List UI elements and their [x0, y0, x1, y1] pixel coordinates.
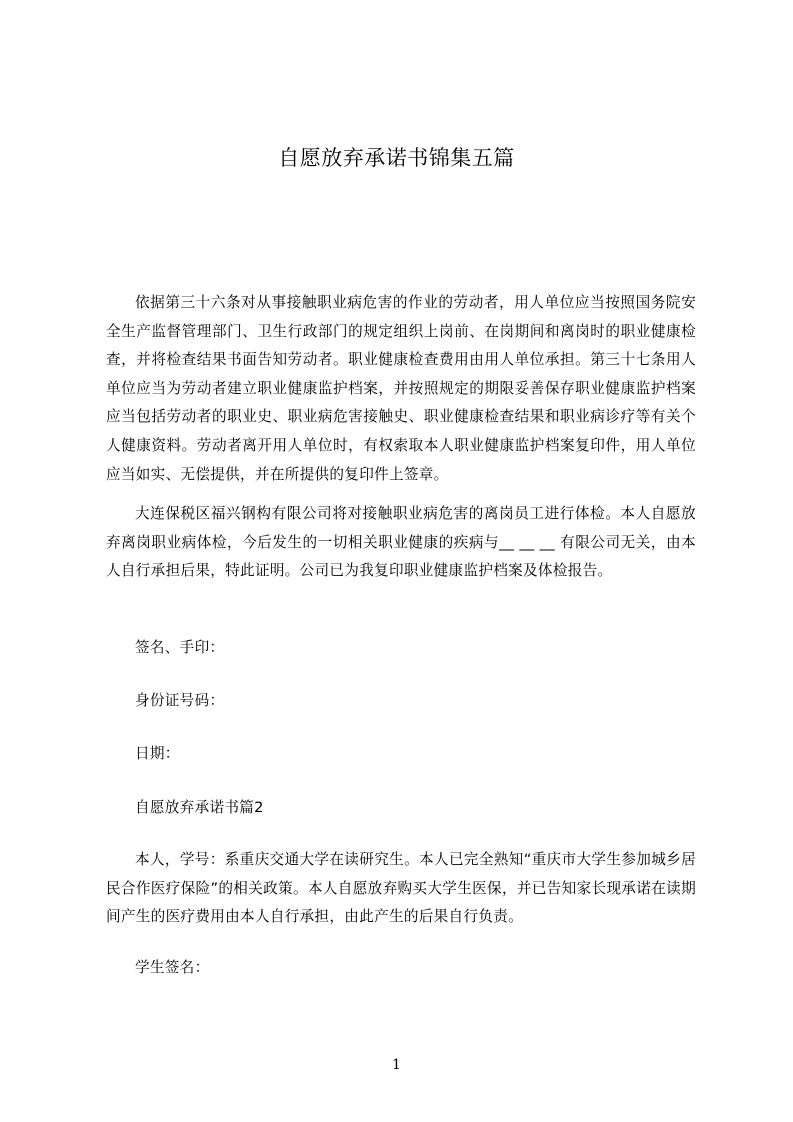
student-signature-line: 学生签名： — [135, 959, 210, 976]
signature-line: 签名、手印： — [135, 639, 225, 656]
paragraph-student-insurance-waiver: 本人，学号：系重庆交通大学在读研究生。本人已完全熟知“重庆市大学生参加城乡居民合作医疗保险”的相关政策。本人自愿放弃购买大学生医保，并已告知家长现承诺在读期间产生的医疗费用由本人自行承担，由此产生的后果自行负责。 — [106, 851, 696, 926]
paragraph-occupational-health-law: 依据第三十六条对从事接触职业病危害的作业的劳动者，用人单位应当按照国务院安全生产监督管理部门、卫生行政部门的规定组织上岗前、在岗期间和离岗时的职业健康检查，并将检查结果书面告知劳动者。职业健康检查费用由用人单位承担。第三十七条用人单位应当为劳动者建立职业健康监护档案，并按照规定的期限妥善保存职业健康监护档案应当包括劳动者的职业史、职业病危害接触史、职业健康检查结果和职业病诊疗等有关个人健康资料。劳动者离开用人单位时，有权索取本人职业健康监护档案复印件，用人单位应当如实、无偿提供，并在所提供的复印件上签章。 — [106, 294, 696, 483]
section-2-heading: 自愿放弃承诺书篇2 — [135, 799, 264, 816]
document-title: 自愿放弃承诺书锦集五篇 — [278, 146, 515, 170]
date-line: 日期： — [135, 745, 180, 762]
id-number-line: 身份证号码： — [135, 692, 225, 709]
paragraph-waiver-statement: 大连保税区福兴钢构有限公司将对接触职业病危害的离岗员工进行体检。本人自愿放弃离岗职业病体检，今后发生的一切相关职业健康的疾病与__ __ __ 有限公司无关，由本人自行承担后果，特此证明。公司已为我复印职业健康监护档案及体检报告。 — [106, 505, 696, 580]
page-number: 1 — [392, 1057, 401, 1073]
